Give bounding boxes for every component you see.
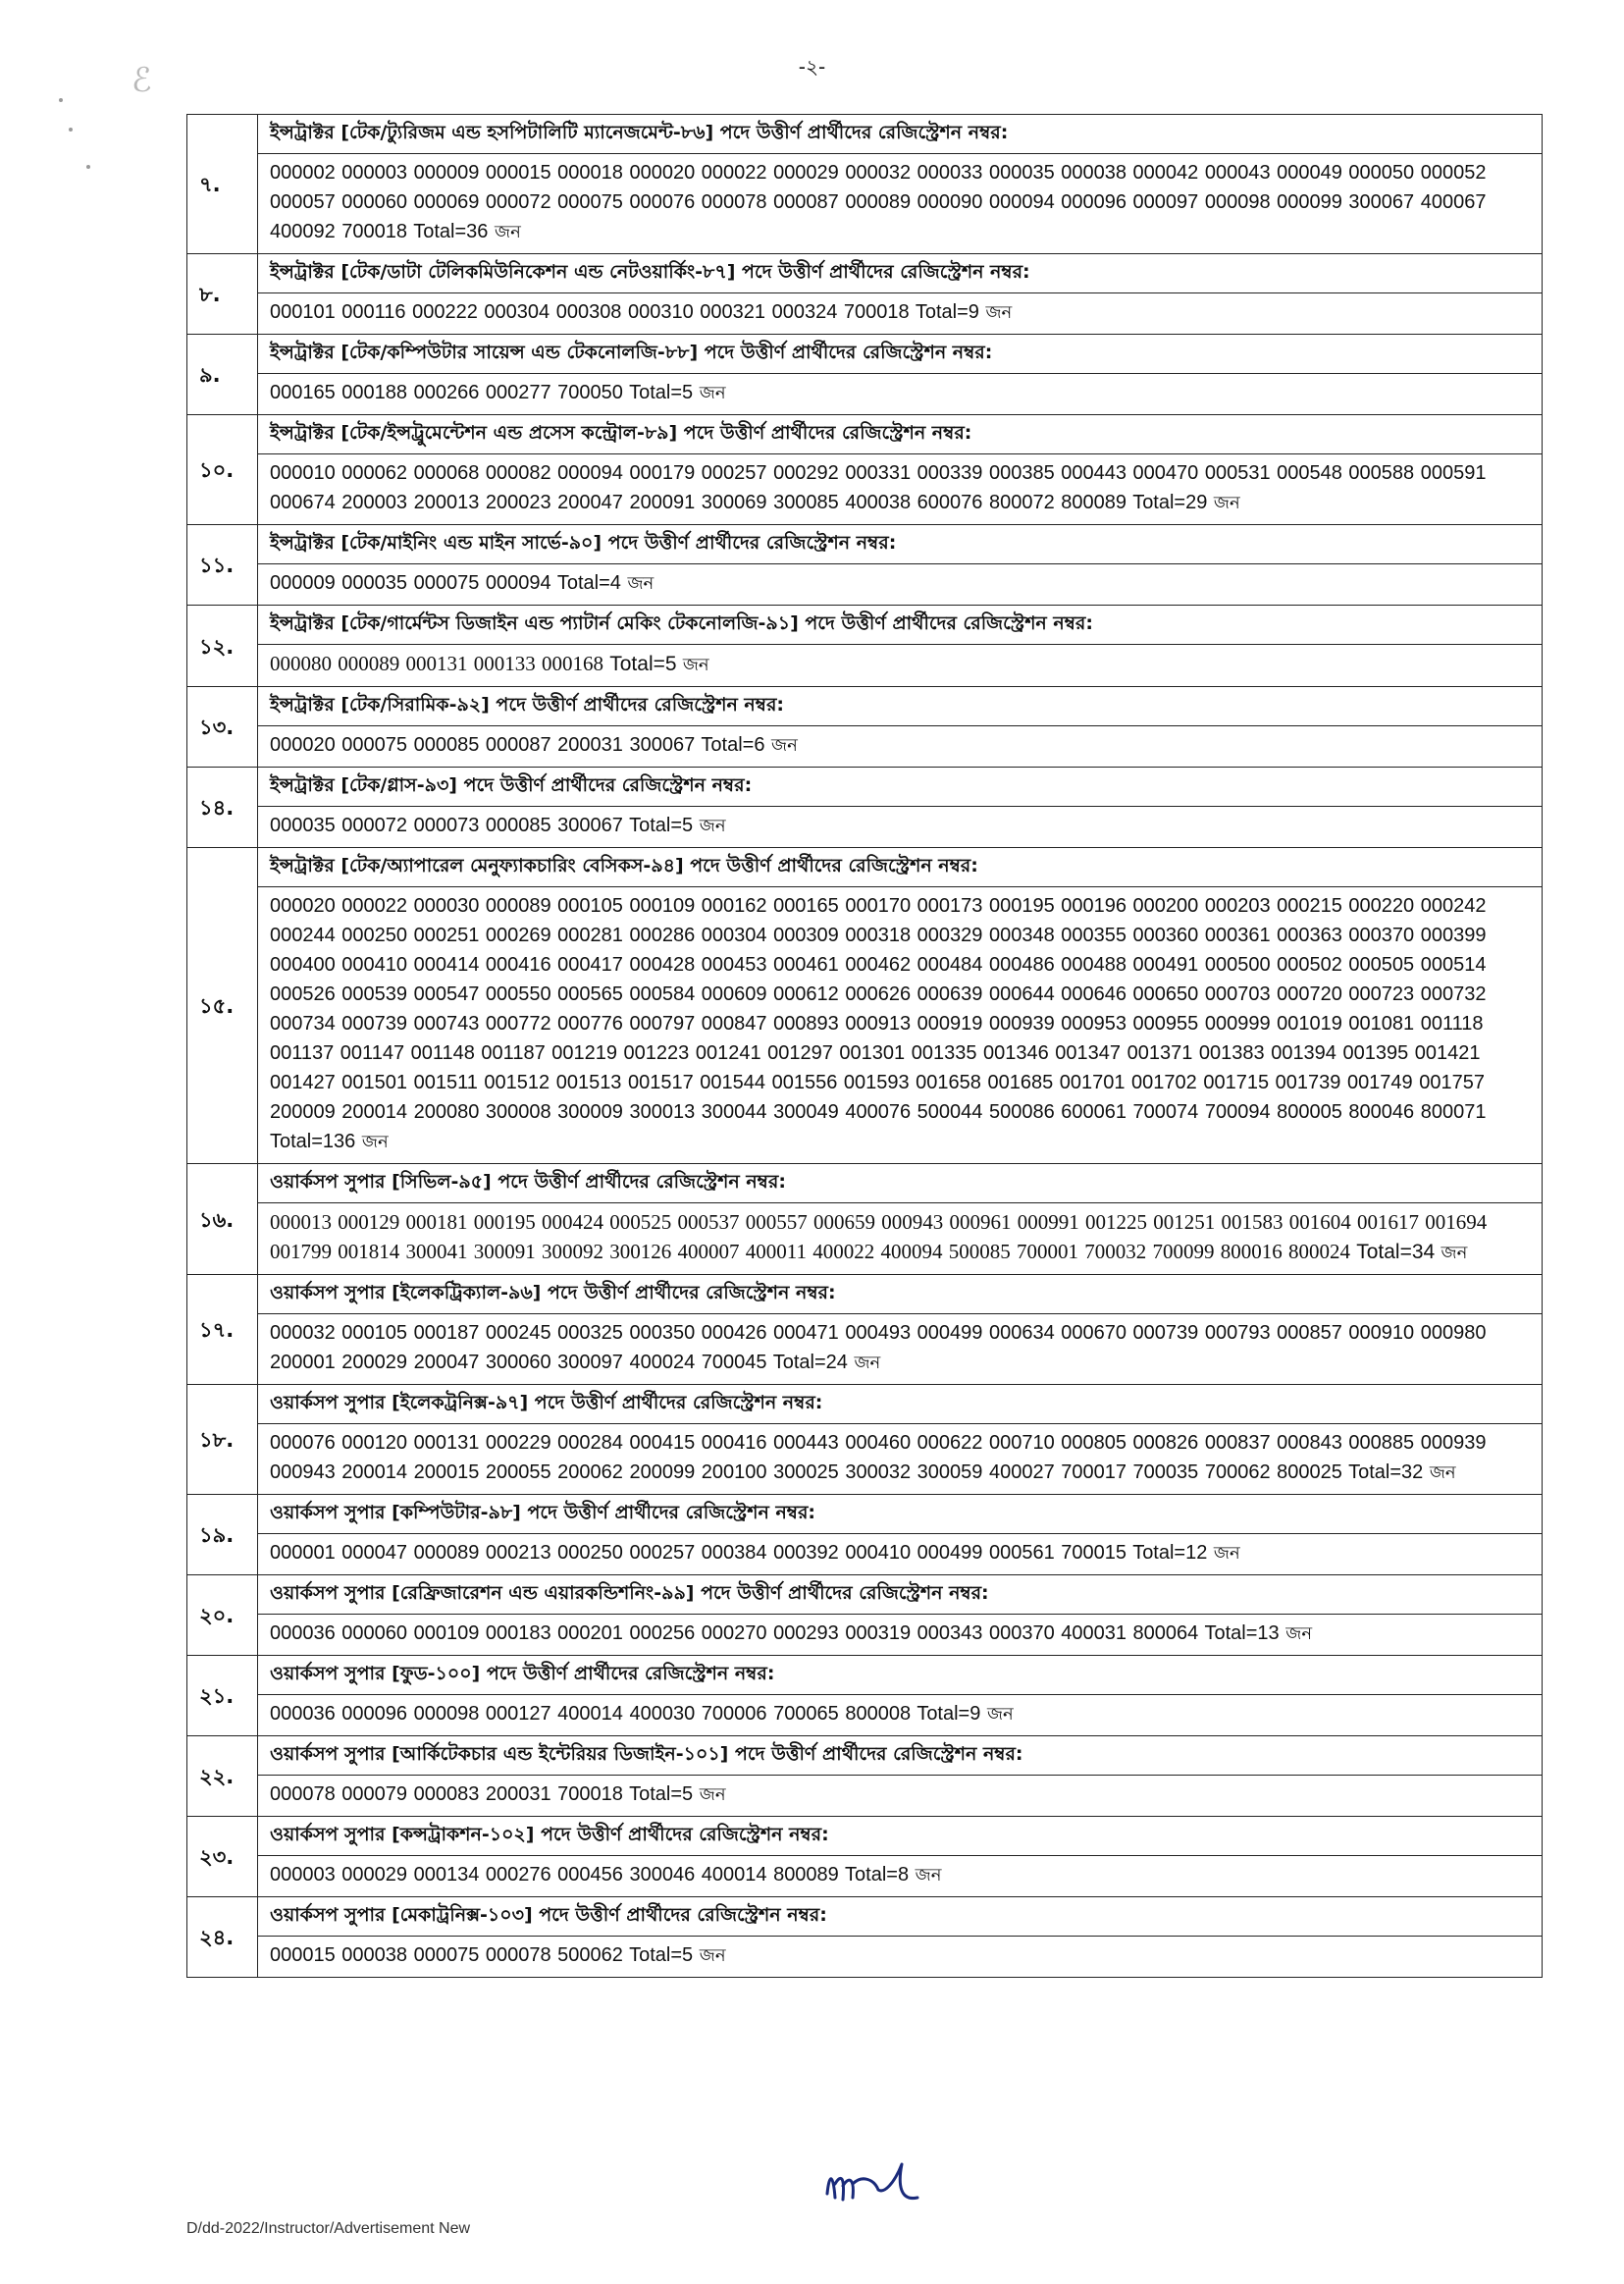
entry-number: ১৯. [187,1495,258,1575]
entry-number: ১৪. [187,768,258,848]
entry-header-row [187,1385,1543,1424]
total-count: Total=34 [1356,1241,1436,1263]
scan-speck [59,98,63,102]
entry-registrations-row [187,293,1543,335]
entry-number: ২৪. [187,1897,258,1978]
total-count: Total=36 [413,221,489,242]
results-table [186,114,1543,1978]
total-unit: জন [1441,1243,1468,1263]
post-title: ওয়ার্কসপ সুপার [ইলেকট্রনিক্স-৯৭] পদে উত্তীর্ণ প্রার্থীদের রেজিস্ট্রেশন নম্বর: [258,1385,1543,1424]
entry-header-row [187,1656,1543,1695]
entry-registrations-row [187,1856,1543,1897]
post-title: ইন্সট্রাক্টর [টেক/গ্লাস-৯৩] পদে উত্তীর্ণ প্রার্থীদের রেজিস্ট্রেশন নম্বর: [258,768,1543,807]
entry-registrations-row [187,1424,1543,1495]
registration-list: 000001 000047 000089 000213 000250 000257 000384 000392 000410 000499 000561 700015 [270,1542,1126,1564]
total-count: Total=5 [609,653,677,675]
entry-number: ৭. [187,115,258,254]
registration-numbers [258,1695,1543,1736]
total-unit: জন [1213,493,1240,513]
registration-list: 000020 000075 000085 000087 200031 300067 [270,734,696,756]
post-title: ইন্সট্রাক্টর [টেক/মাইনিং এন্ড মাইন সার্ভে-৯০] পদে উত্তীর্ণ প্রার্থীদের রেজিস্ট্রেশন নম্বর: [258,525,1543,564]
entry-registrations-row [187,645,1543,687]
scan-speck [86,165,90,169]
entry-registrations-row [187,1695,1543,1736]
entry-registrations-row [187,564,1543,606]
total-count: Total=12 [1132,1542,1208,1564]
entry-registrations-row [187,1314,1543,1385]
registration-list: 000002 000003 000009 000015 000018 000020 000022 000029 000032 000033 000035 000038 000042 000043 000049 000050 000052 000057 000060 000069 000072 000075 000076 000078 000087 000089 000090 000094 000096 000097 000098 000099 300067 400067 400092 700018 [270,162,1487,242]
post-title: ইন্সট্রাক্টর [টেক/ট্যুরিজম এন্ড হসপিটালিটি ম্যানেজমেন্ট-৮৬] পদে উত্তীর্ণ প্রার্থীদের রেজিস্ট্রেশন নম্বর: [258,115,1543,154]
entry-registrations-row [187,1615,1543,1656]
entry-header-row [187,1817,1543,1856]
registration-numbers [258,1314,1543,1385]
entry-registrations-row [187,1203,1543,1275]
document-reference: D/dd-2022/Instructor/Advertisement New [186,2220,471,2237]
post-title: ইন্সট্রাক্টর [টেক/গার্মেন্টস ডিজাইন এন্ড প্যাটার্ন মেকিং টেকনোলজি-৯১] পদে উত্তীর্ণ প্রার্থীদের রেজিস্ট্রেশন নম্বর: [258,606,1543,645]
registration-list: 000101 000116 000222 000304 000308 000310 000321 000324 700018 [270,301,910,323]
entry-registrations-row [187,807,1543,848]
post-title: ইন্সট্রাক্টর [টেক/অ্যাপারেল মেনুফ্যাকচারিং বেসিকস-৯৪] পদে উত্তীর্ণ প্রার্থীদের রেজিস্ট্রেশন নম্বর: [258,848,1543,887]
total-unit: জন [699,383,726,403]
registration-numbers [258,1856,1543,1897]
entry-registrations-row [187,454,1543,525]
registration-numbers [258,564,1543,606]
entry-registrations-row [187,154,1543,254]
registration-list: 000009 000035 000075 000094 [270,572,551,594]
post-title: ইন্সট্রাক্টর [টেক/কম্পিউটার সায়েন্স এন্ড টেকনোলজি-৮৮] পদে উত্তীর্ণ প্রার্থীদের রেজিস্ট্রেশন নম্বর: [258,335,1543,374]
entry-header-row [187,1897,1543,1937]
registration-list: 000020 000022 000030 000089 000105 000109 000162 000165 000170 000173 000195 000196 000200 000203 000215 000220 000242 000244 000250 000251 000269 000281 000286 000304 000309 000318 000329 000348 000355 000360 000361 000363 000370 000399 000400 000410 000414 000416 000417 000428 000453 000461 000462 000484 000486 000488 000491 000500 000502 000505 000514 000526 000539 000547 000550 000565 000584 000609 000612 000626 000639 000644 000646 000650 000703 000720 000723 000732 000734 000739 000743 000772 000776 000797 000847 000893 000913 000919 000939 000953 000955 000999 001019 001081 001118 001137 001147 001148 001187 001219 001223 001241 001297 001301 001335 001346 001347 001371 001383 001394 001395 001421 001427 001501 001511 001512 001513 001517 001544 001556 001593 001658 001685 001701 001702 001715 001739 001749 001757 200009 200014 200080 300008 300009 300013 300044 300049 400076 500044 500086 600061 700074 700094 800005 800046 800071 [270,895,1487,1123]
total-unit: জন [854,1353,881,1373]
total-unit: জন [627,573,655,594]
entry-registrations-row [187,1937,1543,1978]
post-title: ওয়ার্কসপ সুপার [ফুড-১০০] পদে উত্তীর্ণ প্রার্থীদের রেজিস্ট্রেশন নম্বর: [258,1656,1543,1695]
entry-number: ২০. [187,1575,258,1656]
registration-numbers [258,1424,1543,1495]
total-unit: জন [915,1865,942,1886]
post-title: ইন্সট্রাক্টর [টেক/ডাটা টেলিকমিউনিকেশন এন্ড নেটওয়ার্কিং-৮৭] পদে উত্তীর্ণ প্রার্থীদের রেজিস্ট্রেশন নম্বর: [258,254,1543,293]
entry-number: ১৬. [187,1164,258,1275]
total-unit: জন [1285,1623,1313,1644]
signature [819,2154,937,2217]
entry-registrations-row [187,726,1543,768]
total-unit: জন [494,222,521,242]
total-unit: জন [699,1945,726,1966]
post-title: ইন্সট্রাক্টর [টেক/সিরামিক-৯২] পদে উত্তীর্ণ প্রার্থীদের রেজিস্ট্রেশন নম্বর: [258,687,1543,726]
total-count: Total=5 [629,382,694,403]
post-title: ওয়ার্কসপ সুপার [কন্সট্রাকশন-১০২] পদে উত্তীর্ণ প্রার্থীদের রেজিস্ট্রেশন নম্বর: [258,1817,1543,1856]
registration-list: 000036 000060 000109 000183 000201 000256 000270 000293 000319 000343 000370 400031 800064 [270,1622,1199,1644]
registration-list: 000003 000029 000134 000276 000456 300046 400014 800089 [270,1864,839,1886]
registration-numbers [258,1534,1543,1575]
margin-pencil-mark: ℰ [131,61,152,100]
entry-header-row [187,1495,1543,1534]
total-unit: জন [1213,1543,1240,1564]
entry-number: ৯. [187,335,258,415]
entry-header-row [187,768,1543,807]
total-unit: জন [985,302,1013,323]
registration-list: 000078 000079 000083 200031 700018 [270,1783,623,1805]
page-number: -২- [798,55,826,79]
registration-list: 000165 000188 000266 000277 700050 [270,382,623,403]
post-title: ওয়ার্কসপ সুপার [ইলেকট্রিক্যাল-৯৬] পদে উত্তীর্ণ প্রার্থীদের রেজিস্ট্রেশন নম্বর: [258,1275,1543,1314]
registration-numbers [258,887,1543,1164]
registration-numbers [258,1937,1543,1978]
registration-numbers [258,1615,1543,1656]
registration-list: 000013 000129 000181 000195 000424 000525 000537 000557 000659 000943 000961 000991 001225 001251 001583 001604 001617 001694 001799 001814 300041 300091 300092 300126 400007 400011 400022 400094 500085 700001 700032 700099 800016 800024 [270,1210,1488,1263]
registration-list: 000032 000105 000187 000245 000325 000350 000426 000471 000493 000499 000634 000670 000739 000793 000857 000910 000980 200001 200029 200047 300060 300097 400024 700045 [270,1322,1487,1373]
entry-header-row [187,687,1543,726]
registration-numbers [258,645,1543,687]
entry-number: ২৩. [187,1817,258,1897]
total-unit: জন [699,816,726,836]
entry-number: ১২. [187,606,258,687]
entry-number: ১৫. [187,848,258,1164]
post-title: ইন্সট্রাক্টর [টেক/ইন্সট্রুমেন্টেশন এন্ড প্রসেস কন্ট্রোল-৮৯] পদে উত্তীর্ণ প্রার্থীদের রেজিস্ট্রেশন নম্বর: [258,415,1543,454]
registration-numbers [258,807,1543,848]
total-count: Total=8 [845,1864,910,1886]
post-title: ওয়ার্কসপ সুপার [আর্কিটেকচার এন্ড ইন্টেরিয়র ডিজাইন-১০১] পদে উত্তীর্ণ প্রার্থীদের রেজিস্ট্রেশন নম্বর: [258,1736,1543,1776]
entry-header-row [187,1164,1543,1203]
entry-header-row [187,1275,1543,1314]
total-count: Total=13 [1204,1622,1280,1644]
total-count: Total=29 [1132,492,1208,513]
entry-header-row [187,115,1543,154]
registration-numbers [258,454,1543,525]
entry-header-row [187,1575,1543,1615]
total-count: Total=9 [915,301,979,323]
entry-header-row [187,606,1543,645]
entry-registrations-row [187,374,1543,415]
total-unit: জন [699,1784,726,1805]
entry-number: ১৩. [187,687,258,768]
total-unit: জন [771,735,798,756]
entry-number: ৮. [187,254,258,335]
registration-list: 000076 000120 000131 000229 000284 000415 000416 000443 000460 000622 000710 000805 000826 000837 000843 000885 000939 000943 200014 200015 200055 200062 200099 200100 300025 300032 300059 400027 700017 700035 700062 800025 [270,1432,1487,1483]
entry-header-row [187,1736,1543,1776]
total-count: Total=24 [772,1352,848,1373]
post-title: ওয়ার্কসপ সুপার [সিভিল-৯৫] পদে উত্তীর্ণ প্রার্থীদের রেজিস্ট্রেশন নম্বর: [258,1164,1543,1203]
entry-number: ২১. [187,1656,258,1736]
registration-numbers [258,1203,1543,1275]
registration-numbers [258,726,1543,768]
total-count: Total=9 [917,1703,981,1725]
total-count: Total=5 [629,1944,694,1966]
registration-list: 000036 000096 000098 000127 400014 400030 700006 700065 800008 [270,1703,912,1725]
total-unit: জন [682,655,709,675]
post-title: ওয়ার্কসপ সুপার [কম্পিউটার-৯৮] পদে উত্তীর্ণ প্রার্থীদের রেজিস্ট্রেশন নম্বর: [258,1495,1543,1534]
entry-header-row [187,254,1543,293]
entry-registrations-row [187,887,1543,1164]
entry-number: ১০. [187,415,258,525]
total-count: Total=32 [1348,1461,1424,1483]
registration-list: 000010 000062 000068 000082 000094 000179 000257 000292 000331 000339 000385 000443 000470 000531 000548 000588 000591 000674 200003 200013 200023 200047 200091 300069 300085 400038 600076 800072 800089 [270,462,1487,513]
registration-numbers [258,293,1543,335]
total-count: Total=6 [701,734,765,756]
total-unit: জন [1429,1462,1456,1483]
entry-number: ১১. [187,525,258,606]
registration-numbers [258,154,1543,254]
entry-registrations-row [187,1534,1543,1575]
entry-number: ২২. [187,1736,258,1817]
entry-number: ১৮. [187,1385,258,1495]
registration-list: 000035 000072 000073 000085 300067 [270,815,623,836]
entry-header-row [187,335,1543,374]
total-count: Total=4 [556,572,621,594]
total-unit: জন [986,1704,1014,1725]
registration-list: 000015 000038 000075 000078 500062 [270,1944,623,1966]
entry-header-row [187,525,1543,564]
entry-number: ১৭. [187,1275,258,1385]
registration-list: 000080 000089 000131 000133 000168 [270,652,603,675]
scan-speck [69,128,73,132]
total-count: Total=5 [629,815,694,836]
entry-header-row [187,848,1543,887]
total-unit: জন [361,1132,389,1152]
post-title: ওয়ার্কসপ সুপার [মেকাট্রনিক্স-১০৩] পদে উত্তীর্ণ প্রার্থীদের রেজিস্ট্রেশন নম্বর: [258,1897,1543,1937]
registration-numbers [258,374,1543,415]
total-count: Total=5 [629,1783,694,1805]
registration-numbers [258,1776,1543,1817]
entry-registrations-row [187,1776,1543,1817]
entry-header-row [187,415,1543,454]
total-count: Total=136 [270,1131,356,1152]
post-title: ওয়ার্কসপ সুপার [রেফ্রিজারেশন এন্ড এয়ারকন্ডিশনিং-৯৯] পদে উত্তীর্ণ প্রার্থীদের রেজিস্ট্রেশন নম্বর: [258,1575,1543,1615]
